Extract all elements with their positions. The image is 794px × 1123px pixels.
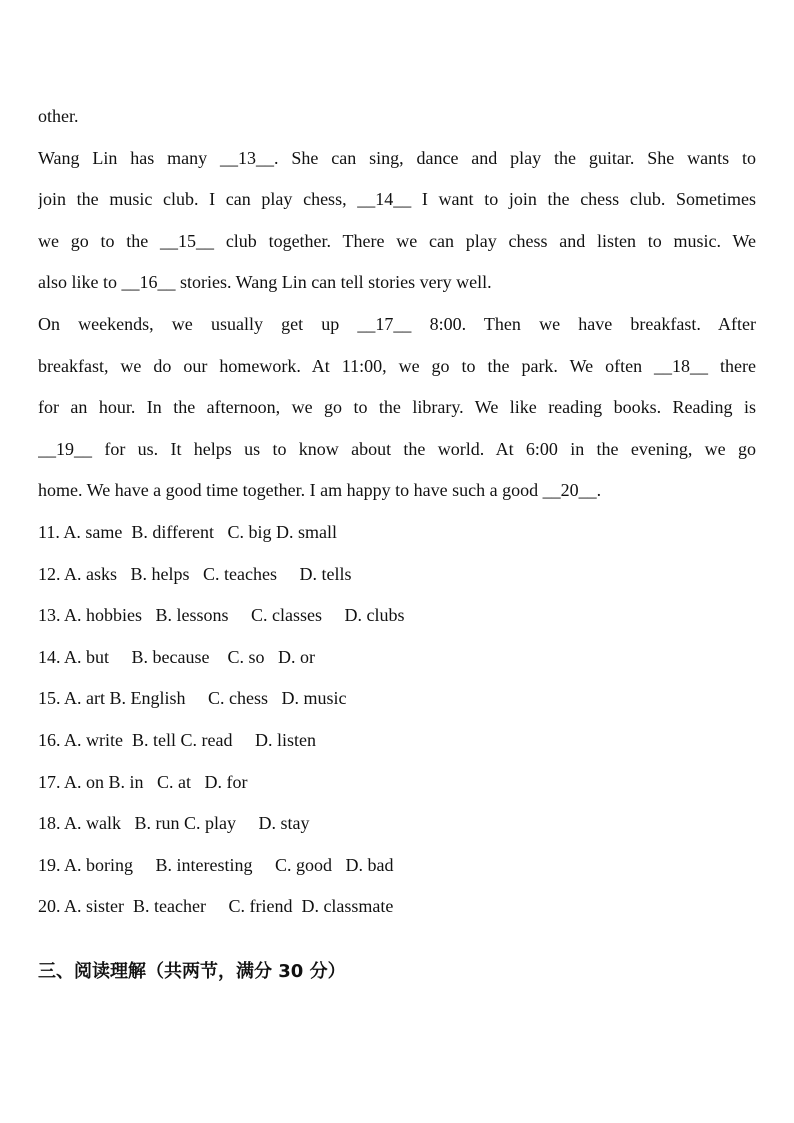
document-page — [38, 96, 756, 928]
answer-options-list — [38, 512, 756, 928]
passage-line: other. — [38, 106, 79, 126]
section-heading-reading: 三、阅读理解（共两节，满分 30 分） — [38, 961, 346, 982]
option-row-17: 17. A. on B. in C. at D. for — [38, 771, 248, 792]
cloze-passage — [38, 96, 756, 512]
passage-line: On weekends, we usually get up __17__ 8:00. Then we have breakfast. After — [38, 313, 756, 334]
passage-line: for an hour. In the afternoon, we go to the library. We like reading books. Reading is — [38, 397, 756, 418]
option-row-18: 18. A. walk B. run C. play D. stay — [38, 813, 310, 834]
option-row-13: 13. A. hobbies B. lessons C. classes D. clubs — [38, 605, 405, 626]
passage-line: breakfast, we do our homework. At 11:00, we go to the park. We often __18__ there — [38, 355, 756, 376]
option-row-12: 12. A. asks B. helps C. teaches D. tells — [38, 563, 352, 584]
passage-line: we go to the __15__ club together. There we can play chess and listen to music. We — [38, 230, 756, 251]
passage-line: __19__ for us. It helps us to know about the world. At 6:00 in the evening, we go — [38, 438, 756, 459]
option-row-19: 19. A. boring B. interesting C. good D. bad — [38, 854, 394, 875]
option-row-15: 15. A. art B. English C. chess D. music — [38, 688, 347, 709]
option-row-20: 20. A. sister B. teacher C. friend D. classmate — [38, 896, 394, 917]
option-row-14: 14. A. but B. because C. so D. or — [38, 646, 315, 667]
passage-line: home. We have a good time together. I am happy to have such a good __20__. — [38, 480, 602, 501]
passage-line: join the music club. I can play chess, __14__ I want to join the chess club. Sometimes — [38, 189, 756, 210]
option-row-16: 16. A. write B. tell C. read D. listen — [38, 729, 316, 750]
passage-line: Wang Lin has many __13__. She can sing, dance and play the guitar. She wants to — [38, 147, 756, 168]
passage-line: also like to __16__ stories. Wang Lin can tell stories very well. — [38, 272, 492, 293]
option-row-11: 11. A. same B. different C. big D. small — [38, 521, 337, 542]
